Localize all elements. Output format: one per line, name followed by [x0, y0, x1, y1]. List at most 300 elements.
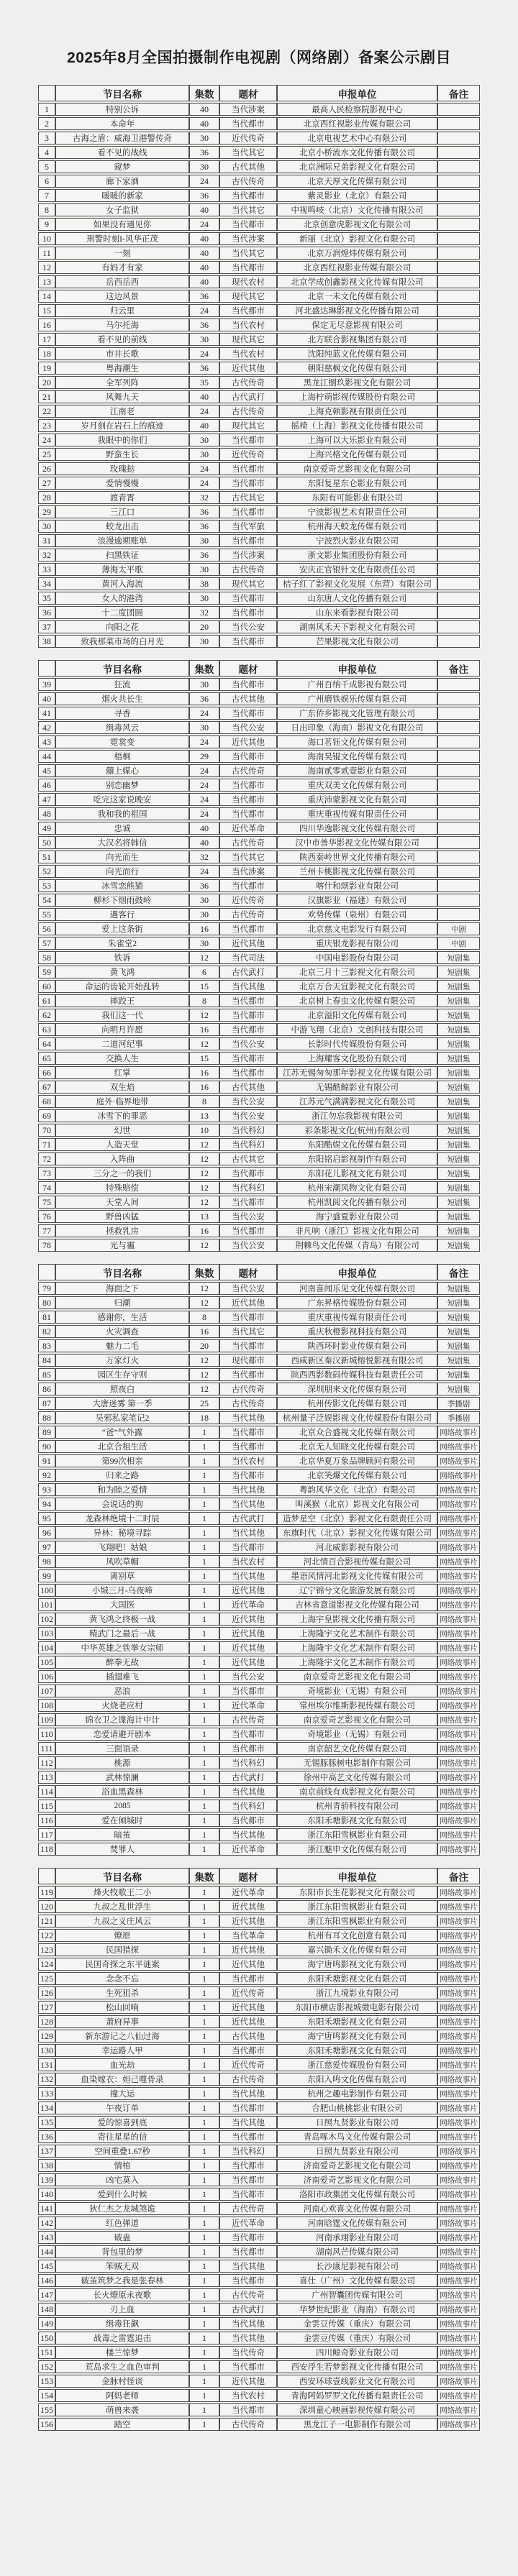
genre: 当代都市 — [219, 1440, 277, 1453]
table-row — [38, 1915, 480, 1928]
remark: 网络故事片 — [437, 1843, 480, 1856]
episode-count: 1 — [189, 1943, 219, 1956]
applicant-company: 北京天厚文化传媒有限公司 — [277, 175, 437, 188]
genre: 当代都市 — [219, 2101, 277, 2114]
row-index: 67 — [38, 1081, 55, 1094]
table-row — [38, 275, 480, 288]
episode-count: 1 — [189, 1800, 219, 1812]
column-header: 集数 — [189, 85, 219, 101]
episode-count: 40 — [189, 232, 219, 245]
genre: 当代都市 — [219, 1066, 277, 1079]
remark — [437, 175, 480, 188]
table-row — [38, 1641, 480, 1654]
genre: 当代其他 — [219, 1785, 277, 1798]
genre: 当代都市 — [219, 750, 277, 763]
remark — [437, 807, 480, 820]
episode-count: 30 — [189, 721, 219, 734]
row-index: 142 — [38, 2217, 55, 2229]
remark: 短剧集 — [437, 1210, 480, 1223]
remark: 网络故事片 — [437, 2303, 480, 2316]
applicant-company: 陕西西影数码传媒科技有限责任公司 — [277, 1368, 437, 1381]
genre: 近代革命 — [219, 1699, 277, 1712]
table-row — [38, 2173, 480, 2186]
table-row — [38, 922, 480, 935]
episode-count: 30 — [189, 894, 219, 907]
applicant-company: 日照九贤影业有限公司 — [277, 2145, 437, 2158]
program-name: 海面之下 — [55, 1282, 189, 1295]
genre: 当代都市 — [219, 2245, 277, 2258]
row-index: 37 — [38, 620, 55, 633]
genre: 当代其它 — [219, 1325, 277, 1338]
applicant-company: 重庆双美文化传媒有限公司 — [277, 779, 437, 792]
program-name: 魅力二毛 — [55, 1339, 189, 1352]
table-row — [38, 491, 480, 504]
remark: 网络故事片 — [437, 2245, 480, 2258]
row-index: 59 — [38, 966, 55, 978]
remark: 网络故事片 — [437, 2346, 480, 2359]
applicant-company: 宁波影视艺术有限责任公司 — [277, 505, 437, 518]
genre: 古代武打 — [219, 1512, 277, 1525]
program-name: 窥梦 — [55, 160, 189, 173]
table-row — [38, 2389, 480, 2402]
table-row — [38, 1598, 480, 1611]
row-index: 32 — [38, 549, 55, 562]
episode-count: 1 — [189, 2403, 219, 2416]
program-name: 看不见的前线 — [55, 333, 189, 346]
applicant-company: 东阳入鸣文化传媒有限公司 — [277, 2073, 437, 2086]
episode-count: 36 — [189, 879, 219, 892]
applicant-company: 北京一未文化传媒有限公司 — [277, 290, 437, 303]
episode-count: 1 — [189, 2260, 219, 2273]
row-index: 23 — [38, 419, 55, 432]
table-row — [38, 2274, 480, 2287]
row-index: 71 — [38, 1138, 55, 1151]
program-name: 醉拳无敌 — [55, 1656, 189, 1669]
remark: 网络故事片 — [437, 1584, 480, 1597]
episode-count: 12 — [189, 951, 219, 964]
applicant-company: 北京洲际兄弟影视文化有限公司 — [277, 160, 437, 173]
genre: 当代其他 — [219, 2332, 277, 2344]
row-index: 51 — [38, 851, 55, 863]
program-name: 幻世 — [55, 1124, 189, 1137]
table-row — [38, 175, 480, 188]
row-index: 20 — [38, 376, 55, 389]
row-index: 64 — [38, 1037, 55, 1050]
remark: 网络故事片 — [437, 1814, 480, 1827]
table-row — [38, 2101, 480, 2114]
applicant-company: 非凡响（浙江）影视文化有限公司 — [277, 1224, 437, 1237]
table-row — [38, 2188, 480, 2201]
episode-count: 12 — [189, 1368, 219, 1381]
program-name: 特殊赔偿 — [55, 1181, 189, 1194]
episode-count: 1 — [189, 1555, 219, 1568]
table-row — [38, 750, 480, 763]
row-index: 91 — [38, 1454, 55, 1467]
episode-count: 1 — [189, 1685, 219, 1697]
remark — [437, 448, 480, 461]
column-header-index — [38, 85, 55, 101]
genre: 近代其他 — [219, 1627, 277, 1640]
remark: 短剧集 — [437, 1368, 480, 1381]
genre: 当代其它 — [219, 203, 277, 216]
program-name: 光与霾 — [55, 1239, 189, 1252]
remark — [437, 462, 480, 475]
applicant-company: 奇境影业（无锡）有限公司 — [277, 1728, 437, 1741]
table-row — [38, 707, 480, 720]
remark: 短剧集 — [437, 1009, 480, 1022]
applicant-company: 合肥山桃桃影业有限公司 — [277, 2101, 437, 2114]
genre: 现代都市 — [219, 1354, 277, 1367]
applicant-company: 四川华逸影视文化传媒有限公司 — [277, 822, 437, 835]
table-row — [38, 2375, 480, 2388]
episode-count: 1 — [189, 2159, 219, 2172]
episode-count: 1 — [189, 1713, 219, 1726]
genre: 当代都市 — [219, 635, 277, 648]
episode-count: 1 — [189, 1569, 219, 1582]
remark — [437, 577, 480, 590]
episode-count: 36 — [189, 290, 219, 303]
program-name: 梧桐 — [55, 750, 189, 763]
genre: 当代涉案 — [219, 103, 277, 116]
program-name: 女人的港湾 — [55, 592, 189, 605]
table-row — [38, 218, 480, 231]
program-name: 市井长歌 — [55, 347, 189, 360]
row-index: 98 — [38, 1555, 55, 1568]
table-row — [38, 966, 480, 978]
applicant-company: 杭州有耳文化创意有限公司 — [277, 1929, 437, 1942]
remark: 网络故事片 — [437, 1771, 480, 1784]
episode-count: 36 — [189, 146, 219, 159]
program-name: 狂流 — [55, 678, 189, 691]
applicant-company: 嘉兴锄禾文化传媒有限公司 — [277, 1943, 437, 1956]
episode-count: 1 — [189, 2202, 219, 2215]
applicant-company: 金雲豆传媒（重庆）有限公司 — [277, 2317, 437, 2330]
row-index: 126 — [38, 1986, 55, 1999]
table-row — [38, 2159, 480, 2172]
row-index: 27 — [38, 477, 55, 490]
remark — [437, 419, 480, 432]
genre: 当代都市 — [219, 2159, 277, 2172]
table-row — [38, 1526, 480, 1539]
row-index: 103 — [38, 1627, 55, 1640]
genre: 当代都市 — [219, 879, 277, 892]
table-row — [38, 1440, 480, 1453]
episode-count: 12 — [189, 1138, 219, 1151]
program-name: 爱在倾城时 — [55, 1814, 189, 1827]
genre: 近代传奇 — [219, 448, 277, 461]
genre: 当代其他 — [219, 1828, 277, 1841]
row-index: 104 — [38, 1641, 55, 1654]
applicant-company: 湖南风芒传媒有限公司 — [277, 2245, 437, 2258]
row-index: 33 — [38, 563, 55, 576]
applicant-company: 东阳酷娱文化传媒有限公司 — [277, 1138, 437, 1151]
applicant-company: 北京树上春虫文化传媒有限公司 — [277, 994, 437, 1007]
applicant-company: 芒果影视文化有限公司 — [277, 635, 437, 648]
applicant-company: 欢势传媒（泉州）有限公司 — [277, 908, 437, 921]
remark: 短剧集 — [437, 1152, 480, 1165]
episode-count: 24 — [189, 175, 219, 188]
program-name: 龙森林绝境十二时辰 — [55, 1512, 189, 1525]
applicant-company: 陕西环时影业传媒有限公司 — [277, 1339, 437, 1352]
episode-count: 1 — [189, 2389, 219, 2402]
table-row — [38, 505, 480, 518]
applicant-company: 山东唐人文化传播有限公司 — [277, 592, 437, 605]
program-name: 江南老 — [55, 405, 189, 418]
episode-count: 30 — [189, 635, 219, 648]
table-row — [38, 2030, 480, 2043]
genre: 古代武打 — [219, 390, 277, 403]
table-row — [38, 2202, 480, 2215]
applicant-company: 四川鲸奇影业有限公司 — [277, 2346, 437, 2359]
applicant-company: 上海隆宇文化艺术制作有限公司 — [277, 1627, 437, 1640]
column-header: 题材 — [219, 660, 277, 677]
program-name: 恶浪 — [55, 1685, 189, 1697]
applicant-company: 杭州宋潮风物文化有限公司 — [277, 1181, 437, 1194]
table-row — [38, 1685, 480, 1697]
remark — [437, 721, 480, 734]
row-index: 97 — [38, 1541, 55, 1554]
genre: 当代科幻 — [219, 1756, 277, 1769]
remark — [437, 620, 480, 633]
program-name: 民国奇探之东平谜案 — [55, 1958, 189, 1971]
genre: 古代传奇 — [219, 175, 277, 188]
table-row — [38, 1023, 480, 1036]
remark: 网络故事片 — [437, 1498, 480, 1511]
table-row — [38, 2116, 480, 2129]
column-header: 节目名称 — [55, 1868, 189, 1884]
column-header-index — [38, 1868, 55, 1884]
episode-count: 1 — [189, 1886, 219, 1899]
episode-count: 1 — [189, 1440, 219, 1453]
applicant-company: 东阳市长生花影视文化有限公司 — [277, 1886, 437, 1899]
table-row — [38, 2231, 480, 2244]
program-name: 遇客行 — [55, 908, 189, 921]
remark — [437, 879, 480, 892]
remark — [437, 779, 480, 792]
table-row — [38, 1800, 480, 1812]
column-header: 申报单位 — [277, 660, 437, 677]
genre: 近代其他 — [219, 1584, 277, 1597]
genre: 近代其他 — [219, 1915, 277, 1928]
table-row — [38, 1282, 480, 1295]
program-name: 爱情慢慢 — [55, 477, 189, 490]
row-index: 28 — [38, 491, 55, 504]
table-row — [38, 2073, 480, 2086]
genre: 古代传奇 — [219, 1713, 277, 1726]
applicant-company: 北京慈文电影发行有限公司 — [277, 922, 437, 935]
table-row — [38, 836, 480, 849]
applicant-company: 中国电影股份有限公司 — [277, 951, 437, 964]
remark: 网络故事片 — [437, 2130, 480, 2143]
table-row — [38, 1483, 480, 1496]
program-name: 囍上媒心 — [55, 764, 189, 777]
program-name: 有妈才有家 — [55, 261, 189, 274]
remark: 短剧集 — [437, 1167, 480, 1180]
genre: 近代其他 — [219, 1613, 277, 1626]
row-index: 129 — [38, 2030, 55, 2043]
genre: 当代农村 — [219, 318, 277, 331]
program-name: 暗茧 — [55, 1828, 189, 1841]
roster-table — [38, 1866, 480, 2432]
episode-count: 1 — [189, 2245, 219, 2258]
applicant-company: 喜仕（广州）文化传媒有限公司 — [277, 2274, 437, 2287]
program-name: 会说话的狗 — [55, 1498, 189, 1511]
genre: 当代司法 — [219, 951, 277, 964]
genre: 当代革命 — [219, 1929, 277, 1942]
genre: 近代其他 — [219, 1296, 277, 1309]
episode-count: 16 — [189, 1224, 219, 1237]
episode-count: 6 — [189, 966, 219, 978]
remark — [437, 103, 480, 116]
column-header: 备注 — [437, 85, 480, 101]
applicant-company: 日照九贤影业有限公司 — [277, 2116, 437, 2129]
episode-count: 36 — [189, 692, 219, 705]
program-name: 烟火共长生 — [55, 692, 189, 705]
applicant-company: 南京爱奇艺影视文化有限公司 — [277, 462, 437, 475]
program-name: 民国猎探 — [55, 1943, 189, 1956]
genre: 近代传奇 — [219, 894, 277, 907]
applicant-company: 东阳市横店影视城微电影有限公司 — [277, 2001, 437, 2014]
remark: 短剧集 — [437, 951, 480, 964]
remark: 网络故事片 — [437, 2317, 480, 2330]
program-name: 大汉名将韩信 — [55, 836, 189, 849]
table-row — [38, 1728, 480, 1741]
remark — [437, 505, 480, 518]
remark — [437, 692, 480, 705]
table-row — [38, 1454, 480, 1467]
table-row — [38, 1584, 480, 1597]
episode-count: 1 — [189, 2101, 219, 2114]
applicant-company: 湖南风禾天下影视文化有限公司 — [277, 620, 437, 633]
episode-count: 1 — [189, 2044, 219, 2057]
program-name: 午夜订单 — [55, 2101, 189, 2114]
row-index: 148 — [38, 2303, 55, 2316]
row-index: 83 — [38, 1339, 55, 1352]
table-row — [38, 2130, 480, 2143]
program-name: 萧府异事 — [55, 2015, 189, 2028]
table-row — [38, 1569, 480, 1582]
genre: 近代革命 — [219, 1598, 277, 1611]
table-row — [38, 203, 480, 216]
genre: 古代传奇 — [219, 1383, 277, 1395]
program-name: 第99次相亲 — [55, 1454, 189, 1467]
row-index: 30 — [38, 520, 55, 533]
row-index: 7 — [38, 189, 55, 202]
episode-count: 30 — [189, 678, 219, 691]
row-index: 131 — [38, 2058, 55, 2071]
remark: 网络故事片 — [437, 1900, 480, 1913]
applicant-company: 金雲豆传媒（重庆）有限公司 — [277, 2332, 437, 2344]
row-index: 130 — [38, 2044, 55, 2057]
row-index: 3 — [38, 132, 55, 145]
applicant-company: 广东昇格传媒股份有限公司 — [277, 1296, 437, 1309]
genre: 现代农村 — [219, 275, 277, 288]
episode-count: 30 — [189, 434, 219, 446]
row-index: 86 — [38, 1383, 55, 1395]
program-name: 柳杉下烟雨鼓岭 — [55, 894, 189, 907]
row-index: 78 — [38, 1239, 55, 1252]
table-row — [38, 2418, 480, 2431]
table-row — [38, 1929, 480, 1942]
applicant-company: 东阳禾塘影视文化有限公司 — [277, 2015, 437, 2028]
program-name: 恋爱请避开剧本 — [55, 1728, 189, 1741]
genre: 当代公安 — [219, 1282, 277, 1295]
genre: 当代其它 — [219, 146, 277, 159]
table-row — [38, 160, 480, 173]
remark: 短剧集 — [437, 1037, 480, 1050]
row-index: 115 — [38, 1800, 55, 1812]
applicant-company: 广州智囊团传媒有限公司 — [277, 2288, 437, 2301]
row-index: 80 — [38, 1296, 55, 1309]
program-name: 楼兰惊梦 — [55, 2346, 189, 2359]
genre: 当代都市 — [219, 117, 277, 130]
table-row — [38, 2346, 480, 2359]
row-index: 69 — [38, 1109, 55, 1122]
row-index: 12 — [38, 261, 55, 274]
remark: 网络故事片 — [437, 1828, 480, 1841]
episode-count: 30 — [189, 333, 219, 346]
program-name: 焚罪人 — [55, 1843, 189, 1856]
episode-count: 24 — [189, 865, 219, 878]
table-row — [38, 290, 480, 303]
table-row — [38, 678, 480, 691]
applicant-company: 浙江魅申文化传媒有限公司 — [277, 1843, 437, 1856]
table-row — [38, 879, 480, 892]
program-name: 我眼中的你们 — [55, 434, 189, 446]
genre: 当代都市 — [219, 477, 277, 490]
header-row — [38, 660, 480, 677]
table-row — [38, 146, 480, 159]
program-name: 寻香 — [55, 707, 189, 720]
episode-count: 24 — [189, 304, 219, 317]
applicant-company: 上海可以大乐影业有限公司 — [277, 434, 437, 446]
remark: 网络故事片 — [437, 1685, 480, 1697]
genre: 当代涉案 — [219, 865, 277, 878]
genre: 近代革命 — [219, 1886, 277, 1899]
program-name: 撞大运 — [55, 2087, 189, 2100]
row-index: 79 — [38, 1282, 55, 1295]
program-name: 飞翔吧！姑娘 — [55, 1541, 189, 1554]
applicant-company: 北京创意虎影视文化有限公司 — [277, 218, 437, 231]
row-index: 140 — [38, 2188, 55, 2201]
episode-count: 1 — [189, 1526, 219, 1539]
program-name: 刑警时刻I-风华正茂 — [55, 232, 189, 245]
row-index: 117 — [38, 1828, 55, 1841]
program-name: 归云里 — [55, 304, 189, 317]
applicant-company: 喀什和颂影业有限公司 — [277, 879, 437, 892]
table-row — [38, 1627, 480, 1640]
row-index: 22 — [38, 405, 55, 418]
program-name: 生死狙杀 — [55, 1986, 189, 1999]
episode-count: 40 — [189, 261, 219, 274]
genre: 当代都市 — [219, 1814, 277, 1827]
row-index: 156 — [38, 2418, 55, 2431]
remark: 网络故事片 — [437, 2001, 480, 2014]
program-name: 九叔之乱世浮生 — [55, 1900, 189, 1913]
applicant-company: 海口茗钰文化传媒有限公司 — [277, 735, 437, 748]
table-row — [38, 2217, 480, 2229]
episode-count: 32 — [189, 851, 219, 863]
episode-count: 30 — [189, 534, 219, 547]
remark: 网络故事片 — [437, 1627, 480, 1640]
episode-count: 1 — [189, 1785, 219, 1798]
row-index: 63 — [38, 1023, 55, 1036]
applicant-company: 南京韶艺文化传媒有限公司 — [277, 1742, 437, 1755]
row-index: 145 — [38, 2260, 55, 2273]
remark: 短剧集 — [437, 1339, 480, 1352]
applicant-company: 无锡酷鲸影业有限公司 — [277, 1081, 437, 1094]
row-index: 40 — [38, 692, 55, 705]
